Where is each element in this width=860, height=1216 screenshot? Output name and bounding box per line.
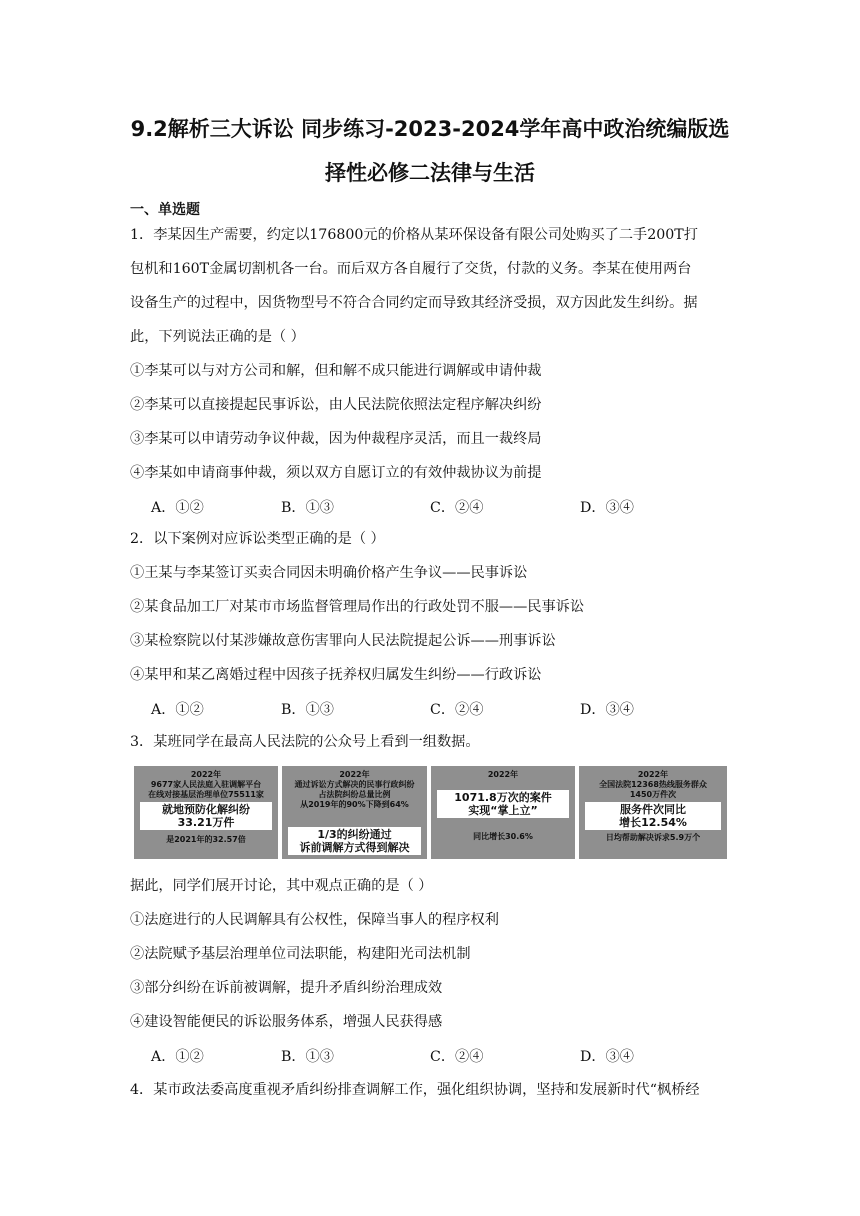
q2-option-b[interactable]: B．①③ bbox=[281, 702, 334, 718]
q3-stem: 3．某班同学在最高人民法院的公众号上看到一组数据。 bbox=[130, 734, 480, 750]
q3-option-d[interactable]: D．③④ bbox=[580, 1049, 634, 1065]
court-data-infographic bbox=[134, 766, 727, 859]
q1-option-d[interactable]: D．③④ bbox=[580, 500, 634, 516]
q3-item-4: ④建设智能便民的诉讼服务体系，增强人民获得感 bbox=[130, 1014, 443, 1030]
panel-2-top-4: 从2019年的90%下降到64% bbox=[300, 800, 409, 809]
q1-item-2: ②李某可以直接提起民事诉讼，由人民法院依照法定程序解决纠纷 bbox=[130, 397, 542, 413]
q3-option-c[interactable]: C．②④ bbox=[430, 1049, 484, 1065]
panel-3-highlight bbox=[437, 790, 569, 818]
q2-option-a[interactable]: A．①② bbox=[151, 702, 204, 718]
q3-option-a[interactable]: A．①② bbox=[151, 1049, 204, 1065]
panel-3-top-1: 2022年 bbox=[487, 770, 519, 779]
panel-4-top-3: 1450万件次 bbox=[629, 790, 677, 799]
panel-1-highlight bbox=[140, 802, 272, 830]
q2-item-2: ②某食品加工厂对某市市场监督管理局作出的行政处罚不服——民事诉讼 bbox=[130, 599, 585, 615]
panel-1-top-2: 9677家人民法庭入驻调解平台 bbox=[150, 780, 262, 789]
panel-3-bottom: 同比增长30.6% bbox=[473, 832, 533, 841]
q1-line-4: 此，下列说法正确的是（ ） bbox=[130, 329, 305, 345]
panel-1-box-1: 就地预防化解纠纷 bbox=[162, 803, 250, 816]
panel-2-top-1: 2022年 bbox=[339, 770, 370, 779]
panel-1-bottom: 是2021年的32.57倍 bbox=[166, 835, 246, 844]
panel-4-box-2: 增长12.54% bbox=[619, 816, 687, 829]
q4-stem: 4．某市政法委高度重视矛盾纠纷排查调解工作，强化组织协调，坚持和发展新时代“枫桥经 bbox=[130, 1082, 700, 1098]
q1-option-b[interactable]: B．①③ bbox=[281, 500, 334, 516]
q3-after: 据此，同学们展开讨论，其中观点正确的是（ ） bbox=[130, 878, 433, 894]
panel-1-top-1: 2022年 bbox=[190, 770, 222, 779]
q1-item-3: ③李某可以申请劳动争议仲裁，因为仲裁程序灵活，而且一裁终局 bbox=[130, 431, 542, 447]
panel-2-top-3: 占法院纠纷总量比例 bbox=[318, 790, 391, 799]
panel-2-box-1: 1/3的纠纷通过 bbox=[317, 828, 392, 841]
panel-4-box-1: 服务件次同比 bbox=[620, 803, 686, 816]
q2-item-4: ④某甲和某乙离婚过程中因孩子抚养权归属发生纠纷——行政诉讼 bbox=[130, 667, 542, 683]
panel-1-box-2: 33.21万件 bbox=[177, 816, 235, 829]
q1-item-1: ①李某可以与对方公司和解，但和解不成只能进行调解或申请仲裁 bbox=[130, 363, 542, 379]
panel-mediation bbox=[134, 766, 278, 859]
panel-4-bottom: 日均帮助解决诉求5.9万个 bbox=[605, 833, 701, 842]
panel-2-top-2: 通过诉讼方式解决的民事行政纠纷 bbox=[294, 780, 415, 789]
q1-item-4: ④李某如申请商事仲裁，须以双方自愿订立的有效仲裁协议为前提 bbox=[130, 465, 542, 481]
panel-2-box-2: 诉前调解方式得到解决 bbox=[299, 841, 410, 854]
q2-stem: 2．以下案例对应诉讼类型正确的是（ ） bbox=[130, 531, 385, 547]
section-heading: 一、单选题 bbox=[130, 202, 200, 218]
panel-hotline bbox=[579, 766, 727, 859]
q3-option-b[interactable]: B．①③ bbox=[281, 1049, 334, 1065]
q3-item-2: ②法院赋予基层治理单位司法职能，构建阳光司法机制 bbox=[130, 946, 471, 962]
q3-item-1: ①法庭进行的人民调解具有公权性，保障当事人的程序权利 bbox=[130, 912, 499, 928]
panel-1-top-3: 在线对接基层治理单位75511家 bbox=[148, 790, 264, 799]
doc-title-line1: 9.2解析三大诉讼 同步练习-2023-2024学年高中政治统编版选 bbox=[130, 117, 730, 141]
q1-line-1: 1．李某因生产需要，约定以176800元的价格从某环保设备有限公司处购买了二手200T打 bbox=[130, 227, 698, 243]
panel-4-highlight bbox=[585, 802, 721, 830]
panel-online-filing bbox=[431, 766, 575, 859]
panel-litigation-ratio bbox=[282, 766, 427, 859]
panel-4-top-1: 2022年 bbox=[637, 770, 669, 779]
q2-option-c[interactable]: C．②④ bbox=[430, 702, 484, 718]
q1-line-3: 设备生产的过程中，因货物型号不符合合同约定而导致其经济受损，双方因此发生纠纷。据 bbox=[130, 295, 698, 311]
q2-option-d[interactable]: D．③④ bbox=[580, 702, 634, 718]
panel-3-box-1: 1071.8万次的案件 bbox=[454, 791, 552, 804]
panel-4-top-2: 全国法院12368热线服务群众 bbox=[599, 780, 707, 789]
q3-item-3: ③部分纠纷在诉前被调解，提升矛盾纠纷治理成效 bbox=[130, 980, 443, 996]
q2-item-3: ③某检察院以付某涉嫌故意伤害罪向人民法院提起公诉——刑事诉讼 bbox=[130, 633, 556, 649]
q1-option-c[interactable]: C．②④ bbox=[430, 500, 484, 516]
q2-item-1: ①王某与李某签订买卖合同因未明确价格产生争议——民事诉讼 bbox=[130, 565, 528, 581]
doc-title-line2: 择性必修二法律与生活 bbox=[325, 161, 535, 185]
panel-2-highlight bbox=[288, 827, 421, 855]
q1-line-2: 包机和160T金属切割机各一台。而后双方各自履行了交货，付款的义务。李某在使用两台 bbox=[130, 261, 692, 277]
q1-option-a[interactable]: A．①② bbox=[151, 500, 204, 516]
panel-3-box-2: 实现“掌上立” bbox=[468, 804, 538, 817]
